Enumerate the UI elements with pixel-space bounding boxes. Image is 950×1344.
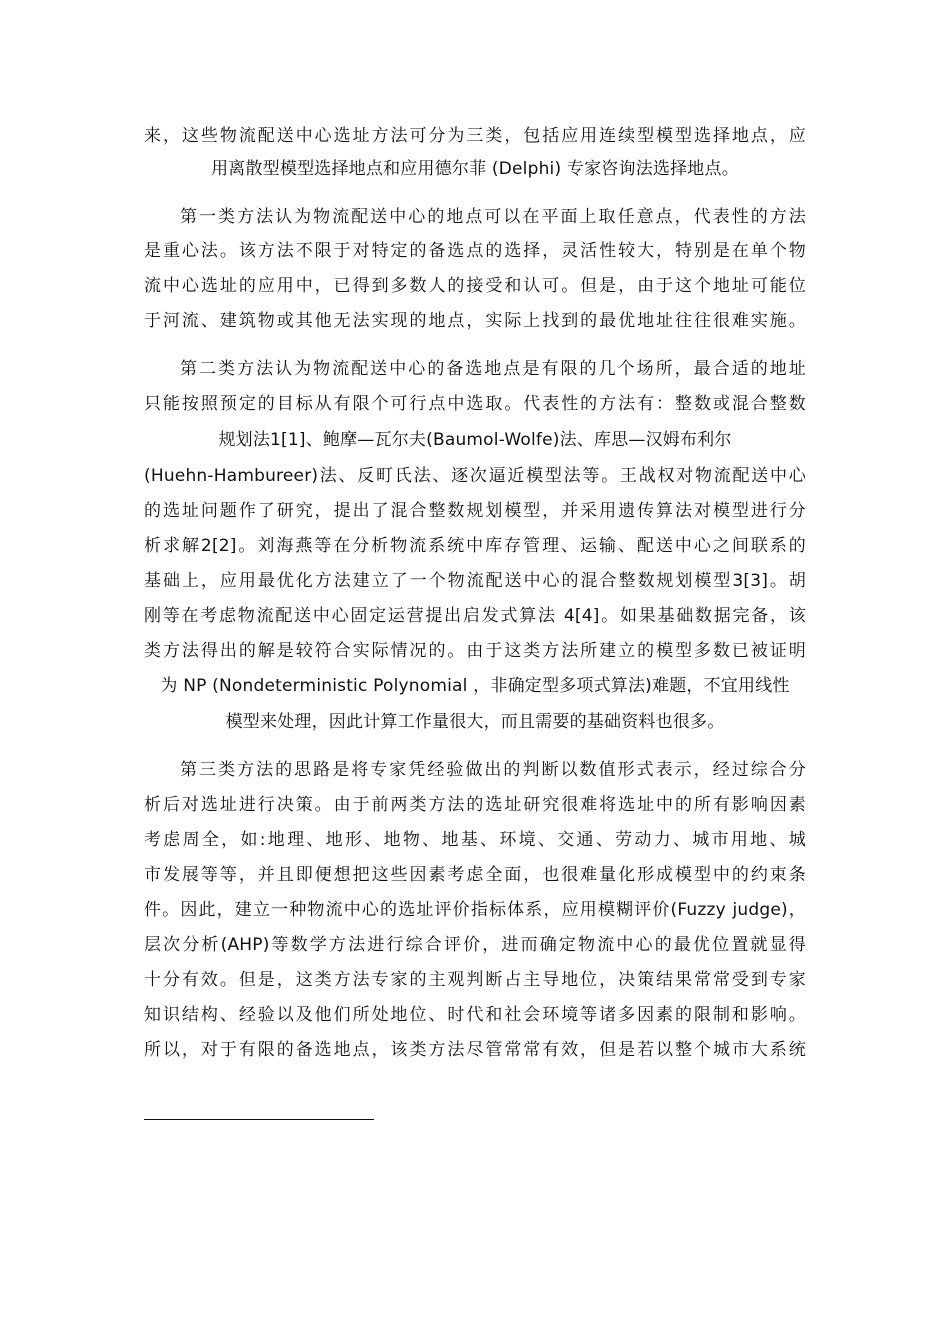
paragraph-4-line-9: 所以，对于有限的备选地点，该类方法尽管常常有效，但是若以整个城市大系统 <box>144 1040 806 1060</box>
footnote-separator <box>144 1119 374 1120</box>
paragraph-2-line-4: 于河流、建筑物或其他无法实现的地点，实际上找到的最优地址往往很难实施。 <box>144 311 806 331</box>
paragraph-1-line-1: 来，这些物流配送中心选址方法可分为三类，包括应用连续型模型选择地点，应 <box>144 126 806 146</box>
paragraph-4-line-4: 市发展等等，并且即便想把这些因素考虑全面，也很难量化形成模型中的约束条 <box>144 865 806 885</box>
paragraph-3-line-10: 为 NP (Nondeterministic Polynomial ，非确定型多项式算法)难题，不宜用线性 <box>160 676 790 696</box>
paragraph-4-line-6: 层次分析(AHP)等数学方法进行综合评价，进而确定物流中心的最优位置就显得 <box>144 935 806 955</box>
paragraph-2-line-3: 流中心选址的应用中，已得到多数人的接受和认可。但是，由于这个地址可能位 <box>144 276 806 296</box>
paragraph-2-line-2: 是重心法。该方法不限于对特定的备选点的选择，灵活性较大，特别是在单个物 <box>144 241 806 261</box>
paragraph-4-line-3: 考虑周全，如:地理、地形、地物、地基、环境、交通、劳动力、城市用地、城 <box>144 830 806 850</box>
paragraph-3-line-5: 的选址问题作了研究，提出了混合整数规划模型，并采用遗传算法对模型进行分 <box>144 501 806 521</box>
paragraph-4-line-1: 第三类方法的思路是将专家凭经验做出的判断以数值形式表示，经过综合分 <box>180 760 806 780</box>
paragraph-3-line-9: 类方法得出的解是较符合实际情况的。由于这类方法所建立的模型多数已被证明 <box>144 641 806 661</box>
paragraph-2-line-1: 第一类方法认为物流配送中心的地点可以在平面上取任意点，代表性的方法 <box>180 207 806 227</box>
paragraph-3-line-6: 析求解2[2]。刘海燕等在分析物流系统中库存管理、运输、配送中心之间联系的 <box>144 536 806 556</box>
paragraph-3-line-8: 刚等在考虑物流配送中心固定运营提出启发式算法 4[4]。如果基础数据完备，该 <box>144 606 806 626</box>
paragraph-4-line-2: 析后对选址进行决策。由于前两类方法的选址研究很难将选址中的所有影响因素 <box>144 795 806 815</box>
paragraph-4-line-8: 知识结构、经验以及他们所处地位、时代和社会环境等诸多因素的限制和影响。 <box>144 1005 806 1025</box>
paragraph-1-line-2: 用离散型模型选择地点和应用德尔菲 (Delphi) 专家咨询法选择地点。 <box>211 159 739 179</box>
paragraph-3-line-3: 规划法1[1]、鲍摩—瓦尔夫(Baumol-Wolfe)法、库思—汉姆布利尔 <box>218 430 732 450</box>
paragraph-3-line-2: 只能按照预定的目标从有限个可行点中选取。代表性的方法有：整数或混合整数 <box>144 394 806 414</box>
paragraph-3-line-11: 模型来处理，因此计算工作量很大，而且需要的基础资料也很多。 <box>225 712 725 732</box>
paragraph-3-line-1: 第二类方法认为物流配送中心的备选地点是有限的几个场所，最合适的地址 <box>180 359 806 379</box>
paragraph-3-line-7: 基础上，应用最优化方法建立了一个物流配送中心的混合整数规划模型3[3]。胡 <box>144 571 806 591</box>
paragraph-3-line-4: (Huehn-Hambureer)法、反町氏法、逐次逼近模型法等。王战权对物流配送中心 <box>144 466 806 486</box>
paragraph-4-line-7: 十分有效。但是，这类方法专家的主观判断占主导地位，决策结果常常受到专家 <box>144 970 806 990</box>
paragraph-4-line-5: 件。因此，建立一种物流中心的选址评价指标体系，应用模糊评价(Fuzzy judge)， <box>144 900 806 920</box>
